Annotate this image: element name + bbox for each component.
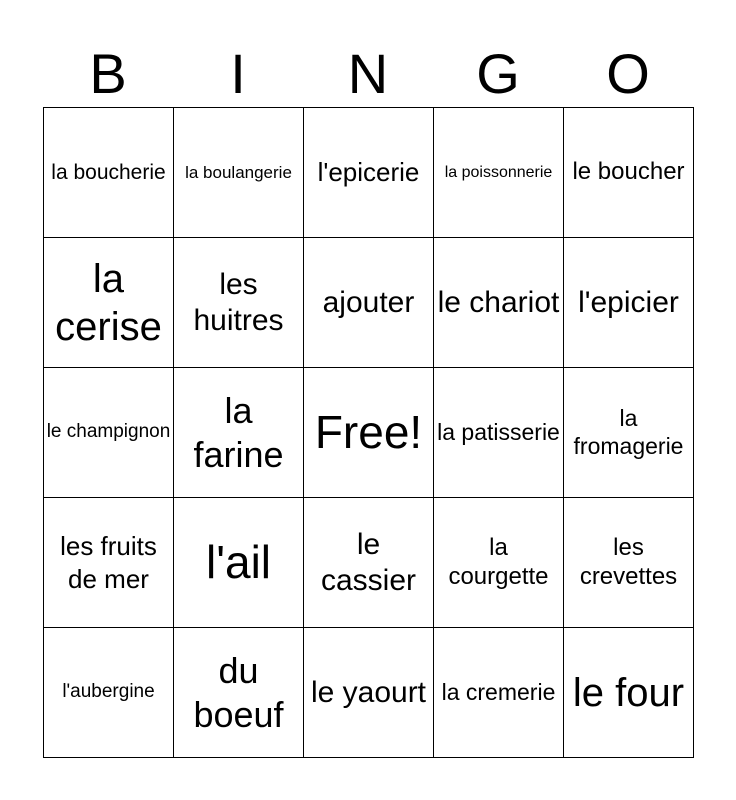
header-letter-n: N xyxy=(347,42,389,105)
bingo-cell[interactable] xyxy=(174,498,304,628)
grid-row xyxy=(44,108,694,238)
header-letter-o: O xyxy=(606,42,650,105)
cell-label: le cassier xyxy=(320,527,417,597)
bingo-cell[interactable] xyxy=(434,108,564,238)
bingo-cell[interactable] xyxy=(564,108,694,238)
bingo-cell[interactable] xyxy=(174,108,304,238)
cell-label: ajouter xyxy=(322,285,415,319)
bingo-cell[interactable] xyxy=(434,628,564,758)
bingo-grid xyxy=(43,107,694,758)
bingo-cell[interactable] xyxy=(44,238,174,368)
cell-label: l'epicerie xyxy=(317,157,420,188)
cell-label: la cerise xyxy=(55,256,162,349)
grid-row xyxy=(44,628,694,758)
cell-label: les huitres xyxy=(193,267,284,337)
cell-label: l'epicier xyxy=(578,285,679,319)
bingo-cell[interactable] xyxy=(304,238,434,368)
bingo-cell[interactable] xyxy=(434,498,564,628)
cell-label: l'aubergine xyxy=(62,681,155,703)
bingo-cell[interactable] xyxy=(564,238,694,368)
free-space-label: Free! xyxy=(314,405,423,458)
cell-label: la boucherie xyxy=(51,160,166,184)
free-space-cell[interactable] xyxy=(304,368,434,498)
bingo-cell[interactable] xyxy=(44,368,174,498)
bingo-cell[interactable] xyxy=(174,368,304,498)
bingo-header xyxy=(43,40,693,108)
bingo-cell[interactable] xyxy=(44,108,174,238)
bingo-cell[interactable] xyxy=(44,498,174,628)
grid-row xyxy=(44,238,694,368)
bingo-cell[interactable] xyxy=(174,238,304,368)
grid-row xyxy=(44,368,694,498)
bingo-cell[interactable] xyxy=(304,108,434,238)
bingo-cell[interactable] xyxy=(44,628,174,758)
cell-label: les crevettes xyxy=(579,533,678,590)
cell-label: l'ail xyxy=(205,535,272,588)
bingo-cell[interactable] xyxy=(434,238,564,368)
bingo-cell[interactable] xyxy=(564,498,694,628)
cell-label: la fromagerie xyxy=(573,404,684,459)
cell-label: les fruits de mer xyxy=(60,531,157,594)
cell-label: la boulangerie xyxy=(185,162,292,182)
bingo-cell[interactable] xyxy=(434,368,564,498)
header-letter-b: B xyxy=(89,42,127,105)
header-letter-i: I xyxy=(230,42,246,105)
bingo-cell[interactable] xyxy=(174,628,304,758)
cell-label: la courgette xyxy=(448,533,549,590)
grid-row xyxy=(44,498,694,628)
cell-label: le yaourt xyxy=(310,675,427,709)
bingo-cell[interactable] xyxy=(564,628,694,758)
cell-label: le champignon xyxy=(46,421,171,443)
bingo-cell[interactable] xyxy=(304,628,434,758)
cell-label: la farine xyxy=(193,390,284,475)
cell-label: le chariot xyxy=(437,285,560,319)
bingo-cell[interactable] xyxy=(564,368,694,498)
header-letter-g: G xyxy=(476,42,520,105)
cell-label: le four xyxy=(572,670,685,715)
bingo-cell[interactable] xyxy=(304,498,434,628)
cell-label: la poissonnerie xyxy=(444,163,553,181)
cell-label: du boeuf xyxy=(193,650,284,735)
cell-label: la cremerie xyxy=(441,678,556,705)
cell-label: le boucher xyxy=(572,158,685,186)
cell-label: la patisserie xyxy=(437,418,560,445)
